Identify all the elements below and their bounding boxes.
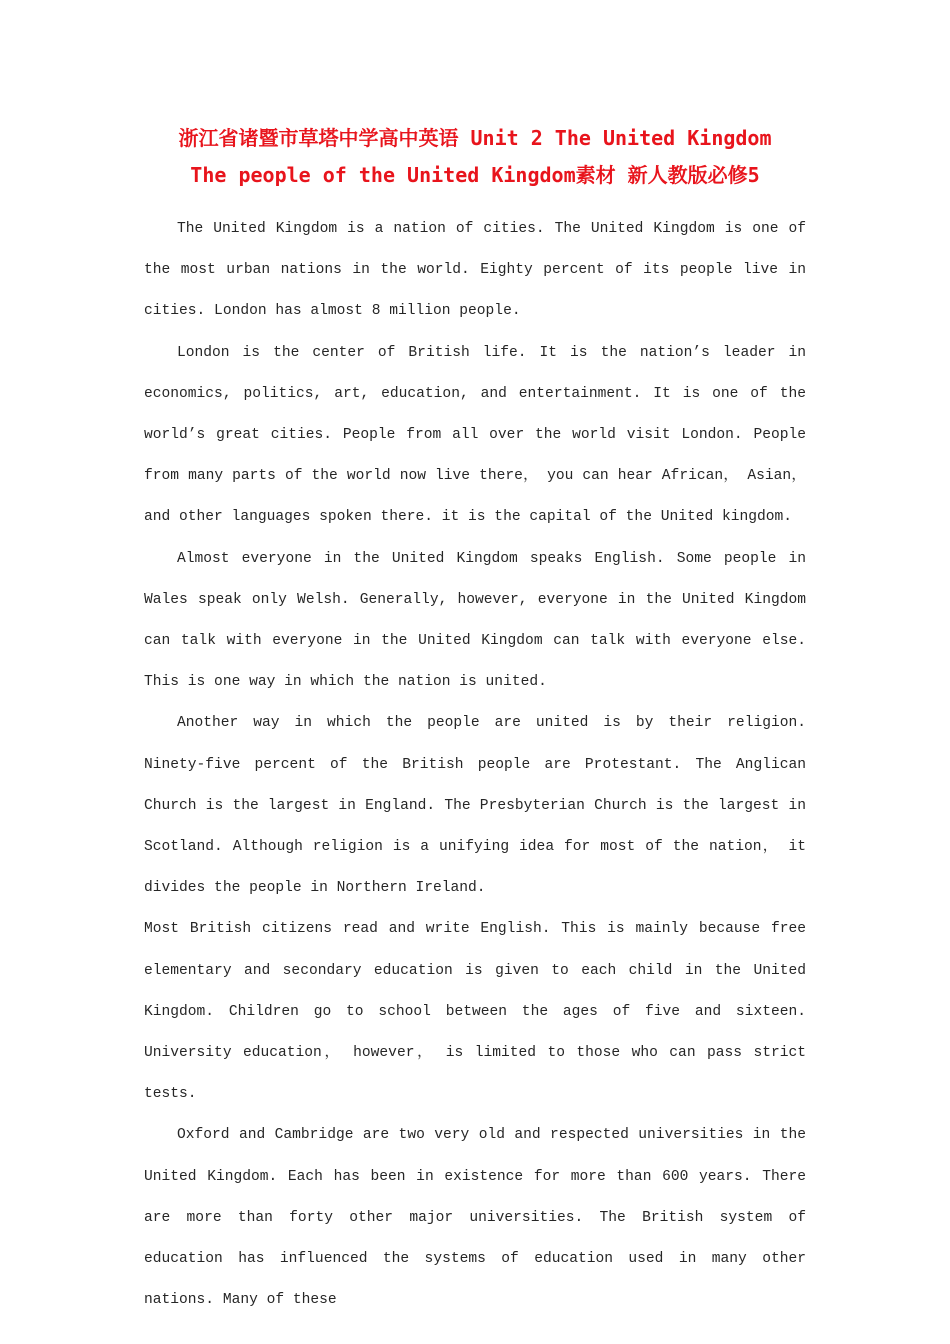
paragraph-universities: Oxford and Cambridge are two very old and respected universities in the United Kingdom. Each has been in existence for more than 600 years. There are more than forty other major universities. The British system of education has influenced the systems of education used in many other nations. Many of these xyxy=(144,1127,806,1309)
document-title-line-2: The people of the United Kingdom素材 新人教版必修5 xyxy=(190,163,760,187)
paragraph-london: London is the center of British life. It is the nation’s leader in economics, politics, art, education, and entertainment. It is one of the world’s great cities. People from all over the world visit London. People from many parts of the world now live there， you can hear African， Asian， and other languages spoken there. it is the capital of the United kingdom. xyxy=(144,344,806,526)
paragraph-cities: The United Kingdom is a nation of cities. The United Kingdom is one of the most urban nations in the world. Eighty percent of its people live in cities. London has almost 8 million people. xyxy=(144,221,806,320)
paragraph-religion: Another way in which the people are united is by their religion. Ninety-five percent of the British people are Protestant. The Anglican Church is the largest in England. The Presbyterian Church is the largest in Scotland. Although religion is a unifying idea for most of the nation， it divides the people in Northern Ireland. xyxy=(144,715,806,897)
paragraph-education: Most British citizens read and write English. This is mainly because free elementary and secondary education is given to each child in the United Kingdom. Children go to school between the ages of five and sixteen. University education， however， is limited to those who can pass strict tests. xyxy=(144,921,806,1103)
document-title-line-1: 浙江省诸暨市草塔中学高中英语 Unit 2 The United Kingdom xyxy=(178,126,772,150)
paragraph-language: Almost everyone in the United Kingdom speaks English. Some people in Wales speak only Welsh. Generally, however, everyone in the United Kingdom can talk with everyone in the United Kingdom can talk with everyone else. This is one way in which the nation is united. xyxy=(144,550,806,691)
document-body xyxy=(144,209,806,1321)
